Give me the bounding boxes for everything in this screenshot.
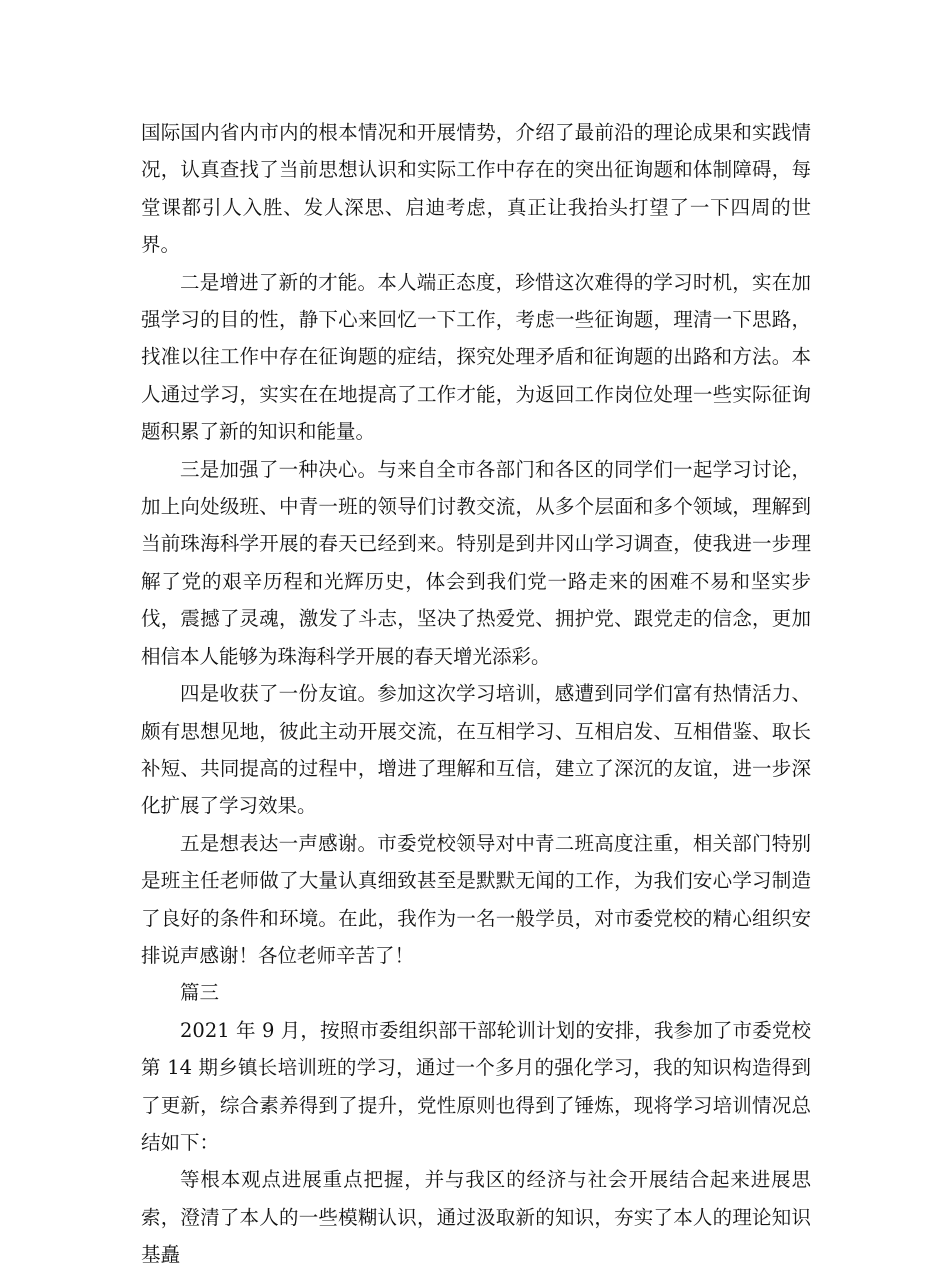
paragraph-point-four: 四是收获了一份友谊。参加这次学习培训，感遭到同学们富有热情活力、颇有思想见地，彼此主动开展交流，在互相学习、互相启发、互相借鉴、取长补短、共同提高的过程中，增进了理解和互信，建立了深沉的友谊，进一步深化扩展了学习效果。 bbox=[141, 682, 811, 818]
section-heading: 篇三 bbox=[180, 981, 220, 1005]
paragraph-section-three-body: 等根本观点进展重点把握，并与我区的经济与社会开展结合起来进展思索，澄清了本人的一些模糊认识，通过汲取新的知识，夯实了本人的理论知识基矗 bbox=[141, 1168, 811, 1267]
paragraph-point-five: 五是想表达一声感谢。市委党校领导对中青二班高度注重，相关部门特别是班主任老师做了大量认真细致甚至是默默无闻的工作，为我们安心学习制造了良好的条件和环境。在此，我作为一名一般学员，对市委党校的精心组织安排说声感谢！各位老师辛苦了！ bbox=[141, 831, 811, 967]
paragraph-continued-intro: 国际国内省内市内的根本情况和开展情势，介绍了最前沿的理论成果和实践情况，认真查找了当前思想认识和实际工作中存在的突出征询题和体制障碍，每堂课都引人入胜、发人深思、启迪考虑，真正让我抬头打望了一下四周的世界。 bbox=[141, 121, 811, 257]
paragraph-point-two: 二是增进了新的才能。本人端正态度，珍惜这次难得的学习时机，实在加强学习的目的性，静下心来回忆一下工作，考虑一些征询题，理清一下思路，找准以往工作中存在征询题的症结，探究处理矛盾和征询题的出路和方法。本人通过学习，实实在在地提高了工作才能，为返回工作岗位处理一些实际征询题积累了新的知识和能量。 bbox=[141, 270, 811, 444]
document-body bbox=[141, 114, 811, 1274]
paragraph-point-three: 三是加强了一种决心。与来自全市各部门和各区的同学们一起学习讨论，加上向处级班、中青一班的领导们讨教交流，从多个层面和多个领域，理解到当前珠海科学开展的春天已经到来。特别是到井冈山学习调查，使我进一步理解了党的艰辛历程和光辉历史，体会到我们党一路走来的困难不易和坚实步伐，震撼了灵魂，激发了斗志，坚决了热爱党、拥护党、跟党走的信念，更加相信本人能够为珠海科学开展的春天增光添彩。 bbox=[141, 457, 811, 668]
paragraph-section-three-intro: 2021 年 9 月，按照市委组织部干部轮训计划的安排，我参加了市委党校第 14 期乡镇长培训班的学习，通过一个多月的强化学习，我的知识构造得到了更新，综合素养得到了提升，党性原则也得到了锤炼，现将学习培训情况总结如下： bbox=[141, 1018, 811, 1154]
